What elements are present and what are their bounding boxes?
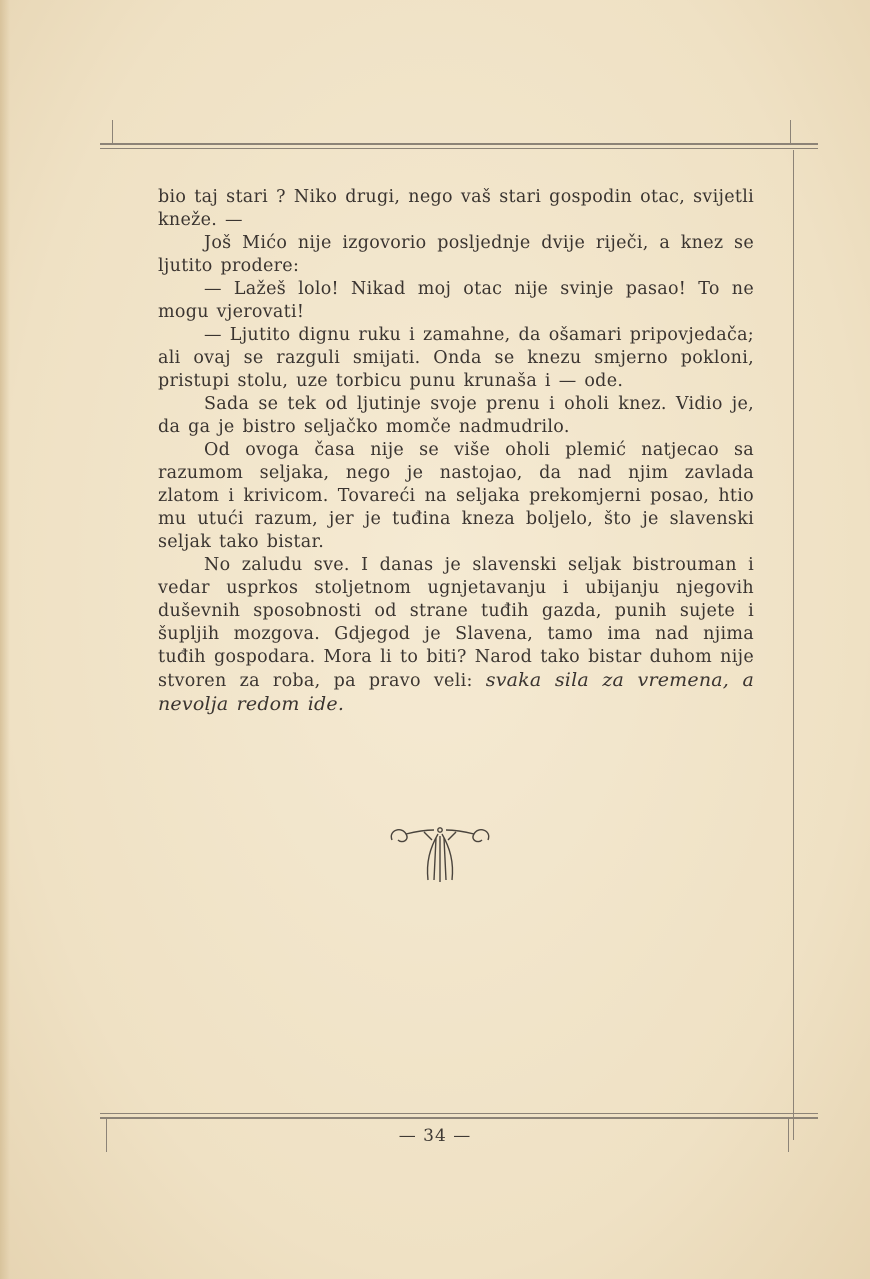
paragraph-4: — Ljutito dignu ruku i zamahne, da ošamari pripovjedača; ali ovaj se razguli smijati. Onda se knezu smjerno pokloni, pristupi stolu, uze torbicu punu krunaša i — ode. (158, 325, 754, 391)
frame-corner-left-top (112, 120, 113, 144)
floral-ornament-icon (380, 818, 500, 888)
page-edge-shadow (0, 0, 10, 1279)
top-frame-rule (100, 143, 818, 152)
paragraph-1: bio taj stari ? Niko drugi, nego vaš stari gospodin otac, svijetli kneže. — (158, 187, 754, 230)
bottom-frame-rule (100, 1113, 818, 1122)
paragraph-6: Od ovoga časa nije se više oholi plemić natjecao sa razumom seljaka, nego je nastojao, da nad njim zavlada zlatom i krivicom. Tovareći na seljaka prekomjerni posao, htio mu utući razum, jer je tuđina kneza boljelo, što je slavenski seljak tako bistar. (158, 440, 754, 552)
paragraph-2: Još Mićo nije izgovorio posljednje dvije riječi, a knez se ljutito prodere: (158, 233, 754, 276)
paragraph-7-text: No zaludu sve. I danas je slavenski seljak bistrouman i vedar usprkos stoljetnom ugnjetavanju i ubijanju njegovih duševnih sposobnosti od strane tuđih gazda, punih sujete i šupljih mozgova. Gdjegod je Slavena, tamo ima nad njima tuđih gospodara. Mora li to biti? Narod tako bistar duhom nije stvoren za roba, pa pravo veli: (158, 555, 754, 691)
paragraph-7 (158, 554, 754, 717)
paragraph-5: Sada se tek od ljutinje svoje prenu i oholi knez. Vidio je, da ga je bistro seljačko momče nadmudrilo. (158, 394, 754, 437)
proverb-text: svaka sila za vremena, a nevolja redom ide. (158, 669, 754, 715)
frame-corner-right-top (790, 120, 791, 144)
right-margin-rule (793, 150, 794, 1140)
page-number: — 34 — (398, 1126, 472, 1146)
paragraph-3: — Lažeš lolo! Nikad moj otac nije svinje pasao! To ne mogu vjerovati! (158, 279, 754, 322)
body-text (158, 186, 754, 717)
